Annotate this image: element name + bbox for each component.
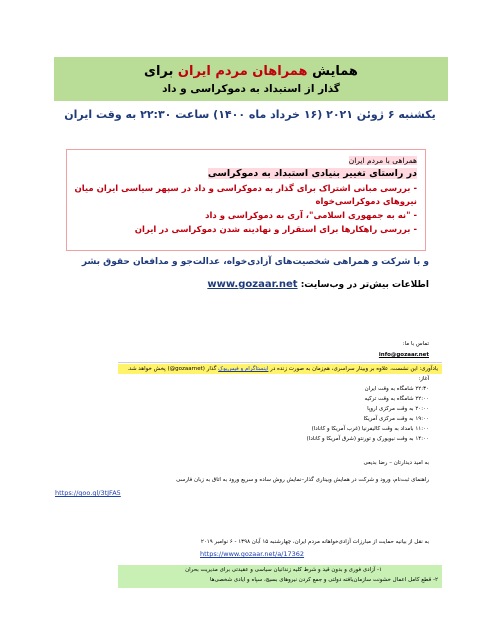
social-links[interactable]: اینستاگرام و فیس‌بوک <box>218 366 269 372</box>
agenda-item-3: - بررسی راهکارها برای استقرار و نهادینه شدن دموکراسی در ایران <box>134 225 417 235</box>
title-banner <box>54 57 448 101</box>
guide-link[interactable]: https://goo.gl/3tJFA5 <box>55 489 121 497</box>
moderator-text: به امید دیدارتان – رضا بدیعی <box>363 460 429 466</box>
schedule-row: ۲۲:۰۰ شامگاه به وقت ترکیه <box>364 396 429 402</box>
agenda-item-1: - بررسی مبانی اشتراک برای گذار به دموکراسی و داد در سپهر سیاسی ایران میان <box>74 184 417 194</box>
banner-subtitle: گذار از استبداد به دموکراسی و داد <box>162 83 340 95</box>
agenda-intro: در راستای تغییر بنیادی استبداد به دموکراسی <box>207 168 417 179</box>
more-info-label: اطلاعات بیش‌تر در وب‌سایت: <box>300 280 429 290</box>
event-date: یکشنبه ۶ ژوئن ۲۰۲۱ (۱۶ خرداد ماه ۱۴۰۰) ساعت ۲۲:۳۰ به وقت ایران <box>64 108 436 121</box>
schedule-row: ۱۴:۰۰ به وقت نیویورک و تورنتو (شرق آمریکا و کانادا) <box>306 436 429 442</box>
agenda-item-2: - "نه به جمهوری اسلامی"، آری به دموکراسی و داد <box>205 211 417 221</box>
demand-item-1: ۱- آزادی فوری و بدون قید و شرط کلیه زندانیان سیاسی و عقیدتی برای مدیریت بحران <box>185 567 382 573</box>
banner-title-highlight: همراهان مردم ایران <box>177 64 308 79</box>
contact-label: تماس با ما: <box>402 341 429 347</box>
reference-link[interactable]: https://www.gozaar.net/a/17362 <box>200 550 305 558</box>
demands-box <box>118 565 442 588</box>
banner-title: همایش همراهان مردم ایران برای <box>144 64 358 79</box>
reminder-text: یادآوری: این نشست، علاوه بر وبینار سراسری، هم‌زمان به صورت زنده در اینستاگرام و فیس‌بوک گذار (gozaarnet@) پخش خواهد شد. <box>127 366 438 372</box>
reminder-box <box>118 364 442 374</box>
schedule-row: ۲۰:۰۰ به وقت مرکزی اروپا <box>367 406 429 412</box>
schedule-row: ۱۹:۰۰ به وقت مرکزی آمریکا <box>363 416 429 422</box>
agenda-item-1-cont: نیروهای دموکراسی‌خواه <box>315 197 417 207</box>
support-text: و با شرکت و همراهی شخصیت‌های آزادی‌خواه، عدالت‌جو و مدافعان حقوق بشر <box>81 257 429 267</box>
schedule-row: ۱۱:۰۰ بامداد به وقت کالیفرنیا (غرب آمریکا و کانادا) <box>311 426 429 432</box>
website-link[interactable]: www.gozaar.net <box>207 279 298 290</box>
divider <box>118 362 442 363</box>
schedule-start-label: آغاز: <box>418 376 429 382</box>
demand-item-2: ۲- قطع کامل اعمال خشونت سازمان‌یافته دولتی و جمع کردن نیروهای بسیج، سپاه و ایادی شخصی‌ها <box>209 577 438 583</box>
schedule-row: ۲۲:۳۰ شامگاه به وقت ایران <box>364 386 429 392</box>
guide-text: راهنمای ثبت‌نام، ورود و شرکت در همایش وبیناری گذار–نمایش روش ساده و سریع ورود به اتاق به زبان فارسی <box>176 477 429 483</box>
reference-text: به نقل از بیانیه حمایت از مبارزات آزادی‌خواهانه مردم ایران، چهارشنبه ۱۵ آبان ۱۳۹۸ - ۶ نوامبر ۲۰۱۹ <box>200 539 429 545</box>
email-link[interactable]: info@gozaar.net <box>378 352 429 358</box>
more-info <box>207 279 429 290</box>
agenda-box <box>66 149 426 251</box>
agenda-heading: همراهی با مردم ایران <box>348 156 417 165</box>
